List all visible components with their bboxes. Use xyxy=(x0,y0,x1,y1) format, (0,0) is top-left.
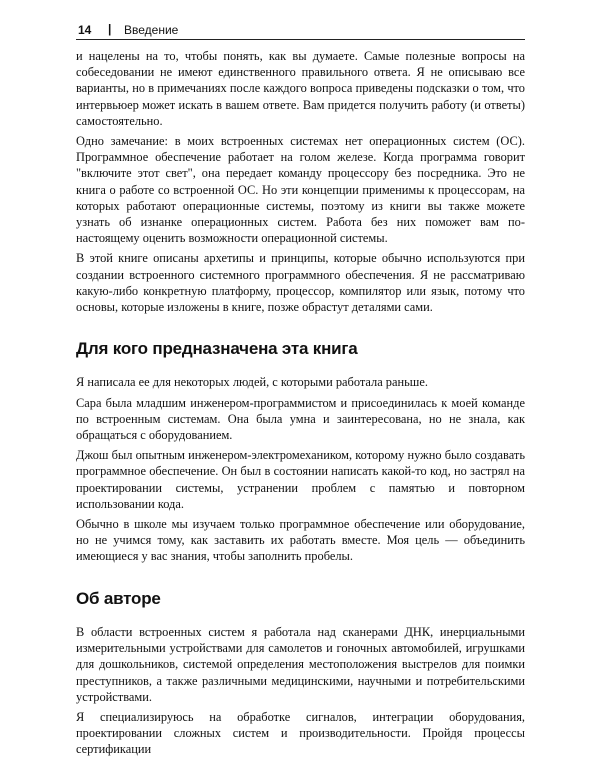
paragraph: В области встроенных систем я работала над сканерами ДНК, инерциальными измерительными устройствами для самолетов и гоночных автомобилей, игрушками для дошкольников, системой определения местоположения выстрелов для поимки преступников, а также различными медицинскими, научными и потребительскими устройствами. xyxy=(76,624,525,704)
paragraph: и нацелены на то, чтобы понять, как вы думаете. Самые полезные вопросы на собеседовании не имеют единственного правильного ответа. Я не описываю все варианты, но в примечаниях после каждого вопроса приведены подсказки о том, что интервьюер может искать в вашем ответе. Вам придется получить работу (и ответы) самостоятельно. xyxy=(76,49,525,128)
section-heading-author: Об авторе xyxy=(76,588,161,608)
section-heading-audience: Для кого предназначена эта книга xyxy=(76,339,358,359)
paragraph: Я написала ее для некоторых людей, с которыми работала раньше. xyxy=(76,375,428,390)
page-number: 14 xyxy=(78,23,92,37)
paragraph: Обычно в школе мы изучаем только программное обеспечение или оборудование, но не учимся тому, как заставить их работать вместе. Моя цель — объединить имеющиеся у вас знания, чтобы заполнить пробелы. xyxy=(76,517,525,564)
paragraph: Джош был опытным инженером-электромехаником, которому нужно было создавать программное обеспечение. Он был в состоянии написать какой-то код, но застрял на проектировании системы, устранении проблем с памятью и повторном использовании кода. xyxy=(76,448,525,511)
paragraph: В этой книге описаны архетипы и принципы, которые обычно используются при создании встроенного системного программного обеспечения. Я не рассматриваю какую-либо конкретную платформу, процессор, компилятор или язык, потому что основы, которые изложены в книге, позже обрастут деталями сами. xyxy=(76,251,525,315)
paragraph: Сара была младшим инженером-программистом и присоединилась к моей команде по встроенным системам. Она была умна и заинтересована, но не знала, как обращаться с оборудованием. xyxy=(76,395,525,443)
page-body xyxy=(76,48,525,762)
paragraph: Одно замечание: в моих встроенных системах нет операционных систем (ОС). Программное обеспечение работает на голом железе. Когда программа говорит "включите этот свет", она передает команду процессору без посредника. Это не книга о работе со встроенной ОС. Но эти концепции применимы к процессорам, на которых работают операционные системы, поэтому из книги вы также можете узнать об изнанке операционных систем. Работа без них поможет вам по-настоящему оценить возможности операционной системы. xyxy=(76,134,525,246)
header-separator: | xyxy=(108,22,112,36)
chapter-title: Введение xyxy=(124,23,179,37)
header-rule xyxy=(76,39,525,40)
paragraph: Я специализируюсь на обработке сигналов, интеграции оборудования, проектировании сложных систем и производительности. Пройдя процессы сертификации xyxy=(76,709,525,757)
running-header xyxy=(76,20,525,40)
